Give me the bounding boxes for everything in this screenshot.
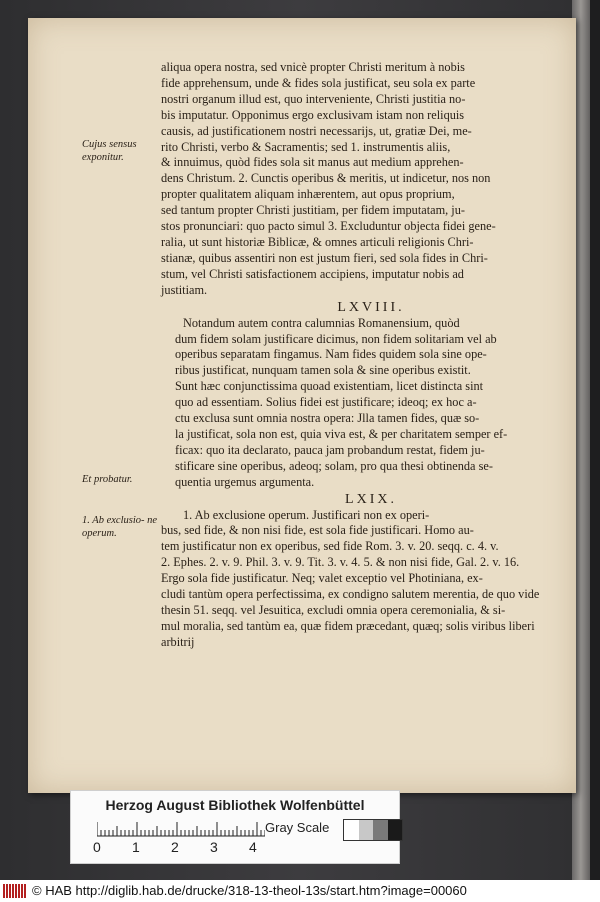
text-line: stianæ, quibus assentiri non est justum fieri, sed sola fides in Chri-: [161, 250, 488, 265]
text-line: fide apprehensum, unde & fides sola justificat, seu sola ex parte: [161, 75, 476, 90]
ruler-number-2: 2: [171, 839, 179, 855]
swatch-light-gray: [359, 820, 374, 840]
text-line: bus, sed fide, & non nisi fide, est sola fide justificari. Homo au-: [161, 523, 474, 538]
text-line: quo ad essentiam. Solius fidei est justificare; ideoq; ex hoc a-: [175, 395, 477, 410]
gray-scale-label: Gray Scale: [265, 820, 330, 835]
text-line: stos pronunciari: quo pacto simul 3. Excluduntur objecta fidei gene-: [161, 219, 496, 234]
text-line: rito Christi, verbo & Sacramentis; sed 1. instrumentis aliis,: [161, 139, 451, 154]
hab-logo-icon: [3, 884, 27, 898]
text-line: aliqua opera nostra, sed vnicè propter Christi meritum à nobis: [161, 60, 465, 74]
page-text: [161, 60, 581, 651]
ruler-numbers: [93, 839, 333, 855]
text-line: Notandum autem contra calumnias Romanensium, quòd: [183, 315, 460, 330]
text-line: bis imputatur. Opponimus ergo exclusivam istam non reliquis: [161, 107, 465, 122]
text-line: stum, vel Christi satisfactionem accipiens, imputatur nobis ad: [161, 266, 464, 281]
text-line: propter qualitatem aliquam inhærentem, aut opus proprium,: [161, 187, 455, 202]
footer-copyright-link[interactable]: © HAB http://diglib.hab.de/drucke/318-13-theol-13s/start.htm?image=00060: [32, 883, 467, 898]
paragraph-lxviii: [161, 316, 581, 491]
swatch-black: [388, 820, 403, 840]
gray-scale-swatches: [343, 819, 403, 841]
ruler-number-0: 0: [93, 839, 101, 855]
text-line: sed tantum propter Christi justitiam, per fidem imputatam, ju-: [161, 203, 465, 218]
paragraph-lxvii-end: [161, 60, 581, 299]
text-line: ralia, ut sunt historiæ Biblicæ, & omnes articuli religionis Chri-: [161, 234, 474, 249]
text-line: tem justificatur non ex operibus, sed fide Rom. 3. v. 20. seqq. c. 4. v.: [161, 539, 499, 554]
text-line: 2. Ephes. 2. v. 9. Phil. 3. v. 9. Tit. 3. v. 4. 5. & non nisi fide, Gal. 2. v. 16.: [161, 555, 520, 570]
text-line: ribus justificat, nunquam tamen sola & sine operibus existit.: [175, 363, 471, 378]
text-line: justitiam.: [161, 282, 208, 297]
text-line: causis, ad justificationem nostri necessarijs, ut, gratiæ Dei, me-: [161, 123, 472, 138]
margin-note-3: 1. Ab exclusio- ne operum.: [82, 515, 158, 539]
text-line: Sunt hæc conjunctissima quoad existentiam, licet distincta sint: [175, 379, 484, 394]
margin-note-1: Cujus sensus exponitur.: [82, 139, 137, 163]
margin-note-2: Et probatur.: [82, 474, 133, 485]
ruler-number-1: 1: [132, 839, 140, 855]
text-line: quentia urgemus argumenta.: [175, 474, 315, 489]
text-line: stificare sine operibus, adeoq; solam, pro qua thesi obtinenda se-: [175, 458, 493, 473]
text-line: & innuimus, quòd fides sola sit manus aut medium apprehen-: [161, 155, 464, 170]
text-line: arbitrij: [161, 634, 195, 649]
library-name: Herzog August Bibliothek Wolfenbüttel: [105, 797, 365, 813]
text-line: cludi tantùm opera perfectissima, ex condigno salutem merentia, de quo vide: [161, 587, 540, 602]
ruler-number-4: 4: [249, 839, 257, 855]
footer-bar: [0, 880, 600, 902]
text-line: ctu exclusa sunt omnia nostra opera: Jlla tamen fides, quæ so-: [175, 411, 480, 426]
viewer-right-border: [590, 0, 600, 880]
swatch-white: [344, 820, 359, 840]
swatch-dark-gray: [373, 820, 388, 840]
text-line: mul moralia, sed tantùm ea, quæ fidem præcedant, quæq; solis viribus liberi: [161, 618, 535, 633]
text-line: operibus separatam fingamus. Nam fides quidem sola sine ope-: [175, 347, 487, 362]
paragraph-lxix: [161, 508, 581, 651]
text-line: thesin 51. seqq. vel Jesuitica, excludi omnia opera ceremonialia, & si-: [161, 603, 506, 617]
text-line: Ergo sola fide justificatur. Neq; valet exceptio vel Photiniana, ex-: [161, 571, 483, 586]
ruler-number-3: 3: [210, 839, 218, 855]
section-heading-lxix: LXIX.: [345, 491, 397, 507]
text-line: dens Christum. 2. Cunctis operibus & meritis, ut indicetur, nos non: [161, 171, 491, 186]
section-heading-lxviii: LXVIII.: [337, 299, 405, 315]
text-line: nostri organum illud est, quo interveniente, Christi justitia no-: [161, 91, 466, 106]
color-scale-ruler: [70, 790, 400, 864]
text-line: ficax: quo ita declarato, pauca jam probandum restat, fidem ju-: [175, 442, 485, 457]
text-line: 1. Ab exclusione operum. Justificari non ex operi-: [183, 507, 430, 522]
text-line: la justificat, sola non est, quia viva est, & per charitatem semper ef-: [175, 426, 508, 441]
text-line: dum fidem solam justificare dicimus, non fidem solitariam vel ab: [175, 331, 497, 346]
book-page: [28, 18, 576, 793]
